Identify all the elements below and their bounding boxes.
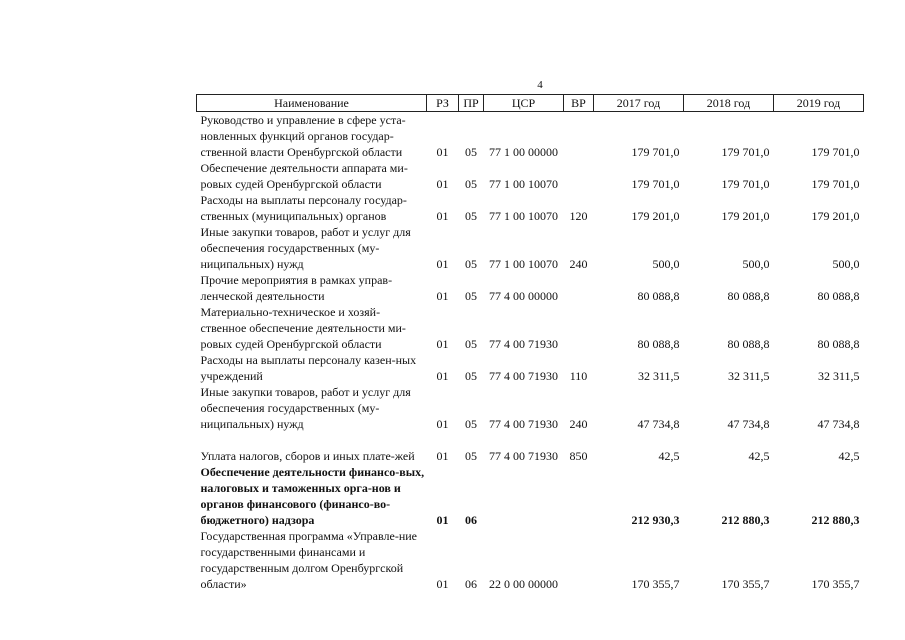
row-2019: 179 701,0 xyxy=(811,145,860,159)
table-header-row xyxy=(197,95,864,112)
row-vr xyxy=(564,464,594,528)
row-2018: 80 088,8 xyxy=(727,289,770,303)
row-rz: 01 xyxy=(436,449,449,463)
row-pr: 05 xyxy=(465,369,477,383)
row-rz: 01 xyxy=(436,257,449,271)
row-csr: 77 1 00 00000 xyxy=(489,145,558,159)
row-2017: 179 701,0 xyxy=(631,177,680,191)
row-2019: 212 880,3 xyxy=(811,513,860,527)
table-row xyxy=(197,528,864,592)
table-row xyxy=(197,112,864,161)
row-csr: 77 4 00 71930 xyxy=(489,417,558,431)
row-pr: 05 xyxy=(465,209,477,223)
row-pr: 06 xyxy=(465,513,477,527)
table-row xyxy=(197,384,864,432)
row-pr: 05 xyxy=(465,337,477,351)
row-2019: 47 734,8 xyxy=(817,417,860,431)
row-pr: 05 xyxy=(465,145,477,159)
row-2018: 80 088,8 xyxy=(727,337,770,351)
table-row xyxy=(197,464,864,528)
row-2017: 80 088,8 xyxy=(637,289,680,303)
row-csr xyxy=(484,464,564,528)
row-csr: 77 4 00 71930 xyxy=(489,449,558,463)
row-2019: 80 088,8 xyxy=(817,289,860,303)
row-rz: 01 xyxy=(436,145,449,159)
row-vr: 240 xyxy=(569,257,588,271)
row-2018: 179 701,0 xyxy=(721,145,770,159)
header-rz: РЗ xyxy=(427,95,459,112)
row-2017: 179 701,0 xyxy=(631,145,680,159)
row-csr: 22 0 00 00000 xyxy=(489,577,558,591)
row-name: Уплата налогов, сборов и иных плате-жей xyxy=(200,449,415,463)
row-2019: 42,5 xyxy=(838,449,860,463)
row-2018: 32 311,5 xyxy=(727,369,770,383)
row-2019: 80 088,8 xyxy=(817,337,860,351)
row-pr: 06 xyxy=(465,577,477,591)
row-name: Государственная программа «Управле-ние государственными финансами и государственным долгом Оренбургской области» xyxy=(200,529,417,591)
row-2017: 32 311,5 xyxy=(637,369,680,383)
page-number: 4 xyxy=(537,79,543,91)
row-2019: 500,0 xyxy=(832,257,860,271)
header-2017: 2017 год xyxy=(594,95,684,112)
row-vr: 850 xyxy=(569,449,588,463)
row-rz: 01 xyxy=(436,177,449,191)
row-2018: 500,0 xyxy=(742,257,770,271)
table-row xyxy=(197,352,864,384)
row-pr: 05 xyxy=(465,257,477,271)
row-name: Руководство и управление в сфере уста-новленных функций органов государ-ственной власти Оренбургской области xyxy=(200,113,406,159)
header-vr: ВР xyxy=(564,95,594,112)
row-2017: 47 734,8 xyxy=(637,417,680,431)
row-2017: 212 930,3 xyxy=(631,513,680,527)
row-csr: 77 4 00 71930 xyxy=(489,369,558,383)
row-2017: 42,5 xyxy=(658,449,680,463)
row-csr: 77 1 00 10070 xyxy=(489,209,558,223)
row-csr: 77 1 00 10070 xyxy=(489,177,558,191)
table-row xyxy=(197,192,864,224)
table-row xyxy=(197,432,864,464)
row-vr: 120 xyxy=(569,209,588,223)
row-2018: 170 355,7 xyxy=(721,577,770,591)
row-name: Материально-техническое и хозяй-ственное обеспечение деятельности ми-ровых судей Оренбургской области xyxy=(200,305,406,351)
row-pr: 05 xyxy=(465,289,477,303)
table-row xyxy=(197,304,864,352)
header-pr: ПР xyxy=(459,95,484,112)
row-csr: 77 4 00 00000 xyxy=(489,289,558,303)
row-vr xyxy=(564,160,594,192)
header-name: Наименование xyxy=(197,95,427,112)
row-2017: 179 201,0 xyxy=(631,209,680,223)
table-row xyxy=(197,160,864,192)
row-name: Расходы на выплаты персоналу государ-ственных (муниципальных) органов xyxy=(200,193,407,223)
budget-table xyxy=(196,94,864,592)
row-2018: 42,5 xyxy=(748,449,770,463)
row-pr: 05 xyxy=(465,177,477,191)
header-csr: ЦСР xyxy=(484,95,564,112)
row-rz: 01 xyxy=(436,209,449,223)
row-2019: 32 311,5 xyxy=(817,369,860,383)
row-vr: 110 xyxy=(569,369,588,383)
row-pr: 05 xyxy=(465,417,477,431)
row-vr: 240 xyxy=(569,417,588,431)
row-rz: 01 xyxy=(436,417,449,431)
row-2017: 170 355,7 xyxy=(631,577,680,591)
row-csr: 77 4 00 71930 xyxy=(489,337,558,351)
row-2019: 179 701,0 xyxy=(811,177,860,191)
table-row xyxy=(197,272,864,304)
row-csr: 77 1 00 10070 xyxy=(489,257,558,271)
row-name: Иные закупки товаров, работ и услуг для обеспечения государственных (му-ниципальных) нужд xyxy=(200,225,411,271)
header-2018: 2018 год xyxy=(684,95,774,112)
row-name: Обеспечение деятельности аппарата ми-ровых судей Оренбургской области xyxy=(200,161,408,191)
table-row xyxy=(197,224,864,272)
row-2017: 500,0 xyxy=(652,257,680,271)
row-name: Обеспечение деятельности финансо-вых, налоговых и таможенных орга-нов и органов финансового (финансо-во-бюджетного) надзора xyxy=(200,465,425,527)
row-2019: 179 201,0 xyxy=(811,209,860,223)
row-2018: 179 701,0 xyxy=(721,177,770,191)
row-name: Иные закупки товаров, работ и услуг для обеспечения государственных (му-ниципальных) нужд xyxy=(200,385,411,431)
row-rz: 01 xyxy=(436,337,449,351)
row-2018: 179 201,0 xyxy=(721,209,770,223)
row-vr xyxy=(564,272,594,304)
row-rz: 01 xyxy=(436,513,449,527)
row-rz: 01 xyxy=(436,289,449,303)
row-name: Прочие мероприятия в рамках управ-ленческой деятельности xyxy=(200,273,393,303)
row-2017: 80 088,8 xyxy=(637,337,680,351)
header-2019: 2019 год xyxy=(774,95,864,112)
row-rz: 01 xyxy=(436,369,449,383)
row-pr: 05 xyxy=(465,449,477,463)
row-2019: 170 355,7 xyxy=(811,577,860,591)
row-name: Расходы на выплаты персоналу казен-ных учреждений xyxy=(200,353,417,383)
row-rz: 01 xyxy=(436,577,449,591)
row-vr xyxy=(564,304,594,352)
row-vr xyxy=(564,528,594,592)
row-2018: 47 734,8 xyxy=(727,417,770,431)
row-2018: 212 880,3 xyxy=(721,513,770,527)
row-vr xyxy=(564,112,594,161)
